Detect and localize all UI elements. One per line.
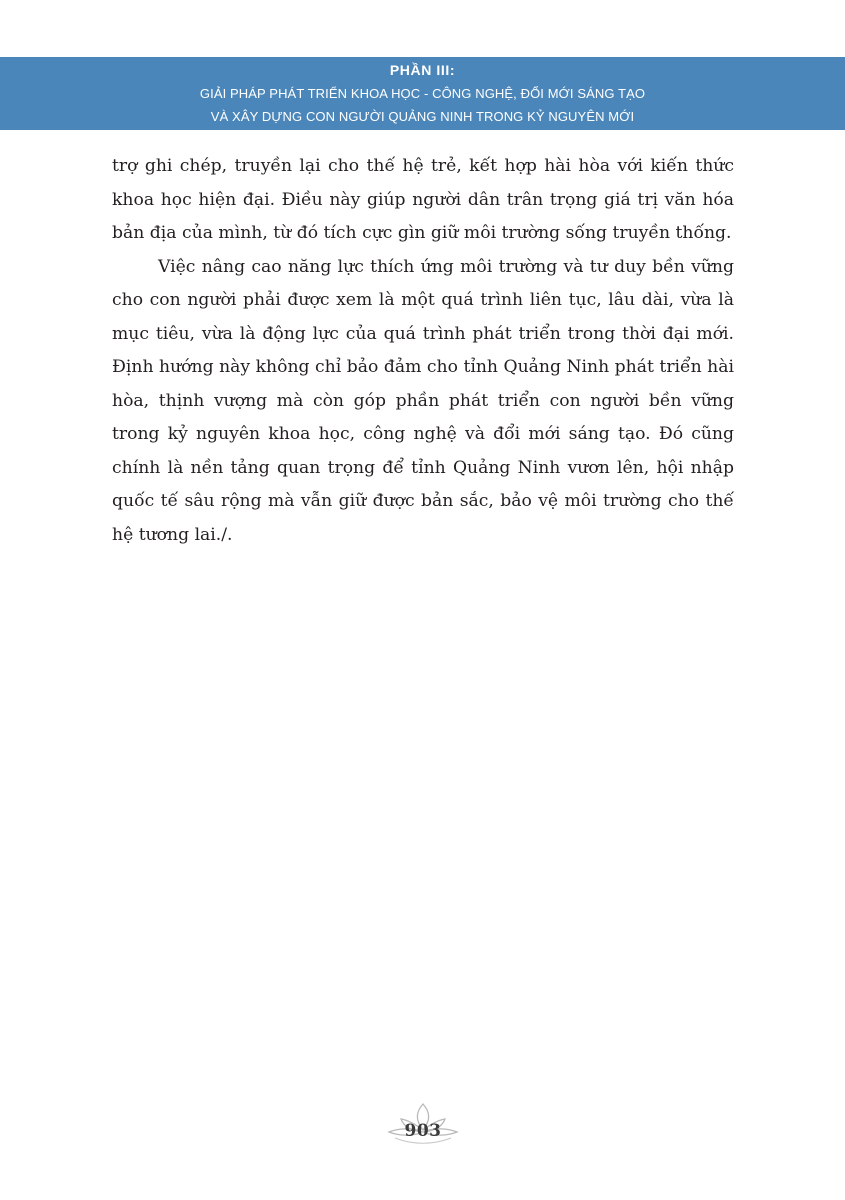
page-number: 903 [404, 1121, 442, 1141]
chapter-header [0, 57, 845, 130]
chapter-title-line-2: VÀ XÂY DỰNG CON NGƯỜI QUẢNG NINH TRONG KỶ NGUYÊN MỚI [210, 109, 635, 124]
paragraph: trợ ghi chép, truyền lại cho thế hệ trẻ, kết hợp hài hòa với kiến thức khoa học hiện đại. Điều này giúp người dân trân trọng giá trị văn hóa bản địa của mình, từ đó tích cực gìn giữ môi trường sống truyền thống. [112, 156, 734, 243]
page-footer [385, 1100, 461, 1150]
body-text [112, 150, 734, 552]
paragraph: Việc nâng cao năng lực thích ứng môi trường và tư duy bền vững cho con người phải được xem là một quá trình liên tục, lâu dài, vừa là mục tiêu, vừa là động lực của quá trình phát triển trong thời đại mới. Định hướng này không chỉ bảo đảm cho tỉnh Quảng Ninh phát triển hài hòa, thịnh vượng mà còn góp phần phát triển con người bền vững trong kỷ nguyên khoa học, công nghệ và đổi mới sáng tạo. Đó cũng chính là nền tảng quan trọng để tỉnh Quảng Ninh vươn lên, hội nhập quốc tế sâu rộng mà vẫn giữ được bản sắc, bảo vệ môi trường cho thế hệ tương lai./. [112, 256, 734, 545]
chapter-title-line-1: GIẢI PHÁP PHÁT TRIỂN KHOA HỌC - CÔNG NGHỆ, ĐỔI MỚI SÁNG TẠO [199, 86, 646, 101]
part-title: PHẦN III: [389, 62, 456, 78]
